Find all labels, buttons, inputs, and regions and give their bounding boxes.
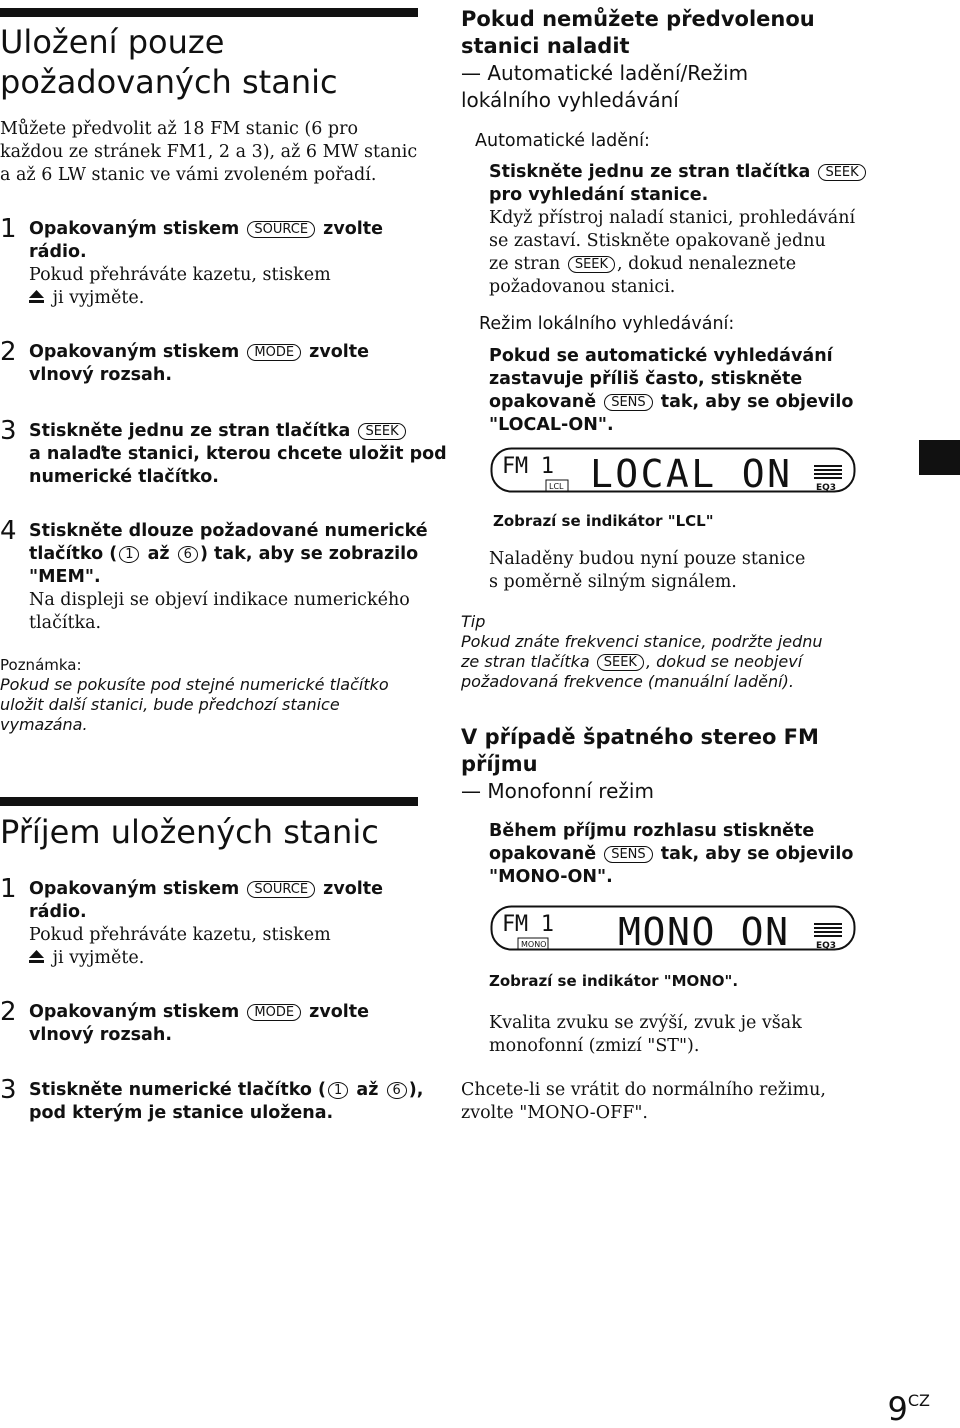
- mono-off-note: [461, 1079, 901, 1125]
- body-text: opakovaně: [489, 844, 597, 864]
- body-text: Během příjmu rozhlasu stiskněte: [489, 821, 815, 841]
- preset-6-key: 6: [387, 1082, 407, 1099]
- body-text: pro vyhledání stanice.: [489, 185, 709, 205]
- body-note: monofonní (zmizí "ST").: [489, 1036, 700, 1056]
- step-text: vlnový rozsah.: [29, 365, 172, 385]
- display-text: LOCAL ON: [590, 452, 790, 496]
- body-note: Kvalita zvuku se zvýší, zvuk je však: [489, 1013, 802, 1033]
- step-number: 3: [0, 1075, 17, 1105]
- local-seek-label: Režim lokálního vyhledávání:: [479, 314, 735, 334]
- body-note: požadovanou stanici.: [489, 277, 676, 297]
- preset-1-key: 1: [328, 1082, 348, 1099]
- step-3: [0, 416, 449, 489]
- step-text: zvolte: [309, 342, 370, 362]
- section-title: [0, 22, 418, 102]
- local-seek-body: [489, 345, 909, 437]
- source-key: SOURCE: [247, 221, 315, 238]
- auto-tuning-label: Automatické ladění:: [475, 131, 650, 151]
- display-eq: EQ3: [816, 941, 837, 951]
- body-note: , dokud nenaleznete: [617, 254, 797, 274]
- step-text: vlnový rozsah.: [29, 1025, 172, 1045]
- body-text: zastavuje příliš často, stiskněte: [489, 369, 803, 389]
- step-note: Pokud přehráváte kazetu, stiskem: [29, 925, 331, 945]
- step-text: zvolte: [323, 219, 384, 239]
- section-heading: [461, 724, 901, 805]
- step-2: [0, 997, 429, 1047]
- lcd-display-local: [490, 447, 856, 497]
- tip-line: , dokud se neobjeví: [645, 652, 803, 671]
- intro-paragraph: [0, 118, 418, 187]
- step-text: Opakovaným stiskem: [29, 1002, 240, 1022]
- step-text: Stiskněte dlouze požadované numerické: [29, 521, 428, 541]
- body-note: Když přístroj naladí stanici, prohledávání: [489, 208, 856, 228]
- step-number: 2: [0, 337, 17, 367]
- page-number: [888, 1390, 931, 1428]
- step-text: až: [356, 1080, 379, 1100]
- step-note: tlačítka.: [29, 613, 102, 633]
- step-text: zvolte: [309, 1002, 370, 1022]
- chapter-tab: [919, 440, 960, 475]
- step-text: tlačítko (: [29, 544, 118, 564]
- local-note: [489, 548, 909, 594]
- display-band: FM 1: [502, 454, 554, 479]
- step-text: a nalaďte stanici, kterou chcete uložit pod: [29, 444, 447, 464]
- step-number: 1: [0, 214, 17, 244]
- step-text: rádio.: [29, 902, 87, 922]
- display-indicator: LCL: [549, 482, 564, 491]
- preset-6-key: 6: [178, 546, 198, 563]
- lcd-display-mono: [490, 905, 856, 955]
- tip-line: požadovaná frekvence (manuální ladění).: [461, 672, 794, 691]
- step-note: Pokud přehráváte kazetu, stiskem: [29, 265, 331, 285]
- step-text: "MEM".: [29, 567, 101, 587]
- tip-line: Pokud znáte frekvenci stanice, podržte jednu: [461, 632, 823, 651]
- note-line: vymazána.: [0, 715, 88, 734]
- step-text: pod kterým je stanice uložena.: [29, 1103, 334, 1123]
- mono-note: [489, 1012, 909, 1058]
- note-line: Pokud se pokusíte pod stejné numerické tlačítko: [0, 675, 389, 694]
- step-number: 4: [0, 516, 17, 546]
- tip-line: ze stran tlačítka: [461, 652, 590, 671]
- step-text: rádio.: [29, 242, 87, 262]
- display-caption: Zobrazí se indikátor "LCL": [493, 512, 714, 530]
- step-text: ) tak, aby se zobrazilo: [199, 544, 419, 564]
- intro-line: každou ze stránek FM1, 2 a 3), až 6 MW stanic: [0, 142, 418, 162]
- note-line: uložit další stanici, bude předchozí stanice: [0, 695, 340, 714]
- seek-key: SEEK: [818, 164, 865, 181]
- subheading-line: — Monofonní režim: [461, 779, 654, 803]
- body-note: Naladěny budou nyní pouze stanice: [489, 549, 806, 569]
- mono-body: [489, 820, 909, 889]
- body-text: Pokud se automatické vyhledávání: [489, 346, 833, 366]
- display-band: FM 1: [502, 912, 554, 937]
- step-note: ji vyjměte.: [52, 948, 145, 968]
- body-text: tak, aby se objevilo: [660, 392, 854, 412]
- body-note: s poměrně silným signálem.: [489, 572, 737, 592]
- page-number-value: 9: [887, 1390, 908, 1428]
- body-text: opakovaně: [489, 392, 597, 412]
- heading-line: stanici naladit: [461, 34, 630, 58]
- display-caption: Zobrazí se indikátor "MONO".: [489, 972, 739, 990]
- note-label: Poznámka:: [0, 656, 82, 674]
- step-number: 3: [0, 416, 17, 446]
- sens-key: SENS: [604, 394, 652, 411]
- seek-key: SEEK: [568, 256, 615, 273]
- heading-line: V případě špatného stereo FM: [461, 725, 819, 749]
- step-text: až: [147, 544, 170, 564]
- intro-line: Můžete předvolit až 18 FM stanic (6 pro: [0, 119, 359, 139]
- step-note: ji vyjměte.: [52, 288, 145, 308]
- step-number: 2: [0, 997, 17, 1027]
- body-note: zvolte "MONO-OFF".: [461, 1103, 648, 1123]
- seek-key: SEEK: [597, 654, 644, 671]
- section-title: Příjem uložených stanic: [0, 813, 379, 851]
- title-line: Uložení pouze: [0, 23, 225, 61]
- body-text: "MONO-ON".: [489, 867, 613, 887]
- eject-icon: [29, 948, 47, 971]
- section-rule: [0, 797, 418, 806]
- intro-line: a až 6 LW stanic ve vámi zvoleném pořadí.: [0, 165, 377, 185]
- step-text: Stiskněte numerické tlačítko (: [29, 1080, 327, 1100]
- eject-icon: [29, 288, 47, 311]
- step-text: zvolte: [323, 879, 384, 899]
- mode-key: MODE: [247, 1004, 301, 1021]
- subheading-line: lokálního vyhledávání: [461, 88, 679, 112]
- step-1: [0, 874, 429, 971]
- step-2: [0, 337, 429, 387]
- step-text: ),: [408, 1080, 424, 1100]
- section-heading: [461, 6, 901, 114]
- step-3: [0, 1075, 449, 1125]
- display-eq: EQ3: [816, 483, 837, 493]
- preset-1-key: 1: [119, 546, 139, 563]
- tip-label: Tip: [461, 612, 486, 631]
- display-indicator: MONO: [521, 940, 547, 949]
- step-number: 1: [0, 874, 17, 904]
- step-text: Opakovaným stiskem: [29, 879, 240, 899]
- page-language: CZ: [907, 1391, 930, 1410]
- body-text: tak, aby se objevilo: [660, 844, 854, 864]
- step-text: Opakovaným stiskem: [29, 219, 240, 239]
- step-text: Stiskněte jednu ze stran tlačítka: [29, 421, 351, 441]
- subheading-line: — Automatické ladění/Režim: [461, 61, 749, 85]
- body-note: se zastaví. Stiskněte opakovaně jednu: [489, 231, 826, 251]
- body-text: Stiskněte jednu ze stran tlačítka: [489, 162, 811, 182]
- body-note: Chcete-li se vrátit do normálního režimu,: [461, 1080, 826, 1100]
- display-text: MONO ON: [618, 910, 788, 954]
- step-1: [0, 214, 429, 311]
- step-text: numerické tlačítko.: [29, 467, 219, 487]
- heading-line: Pokud nemůžete předvolenou: [461, 7, 815, 31]
- step-note: Na displeji se objeví indikace numerického: [29, 590, 410, 610]
- step-4: [0, 516, 449, 635]
- source-key: SOURCE: [247, 881, 315, 898]
- step-text: Opakovaným stiskem: [29, 342, 240, 362]
- section-rule: [0, 8, 418, 17]
- seek-key: SEEK: [358, 423, 405, 440]
- sens-key: SENS: [604, 846, 652, 863]
- note: [0, 655, 420, 735]
- body-note: ze stran: [489, 254, 561, 274]
- mode-key: MODE: [247, 344, 301, 361]
- title-line: požadovaných stanic: [0, 63, 338, 101]
- auto-tuning-body: [489, 161, 909, 299]
- heading-line: příjmu: [461, 752, 538, 776]
- body-text: "LOCAL-ON".: [489, 415, 614, 435]
- tip: [461, 612, 901, 692]
